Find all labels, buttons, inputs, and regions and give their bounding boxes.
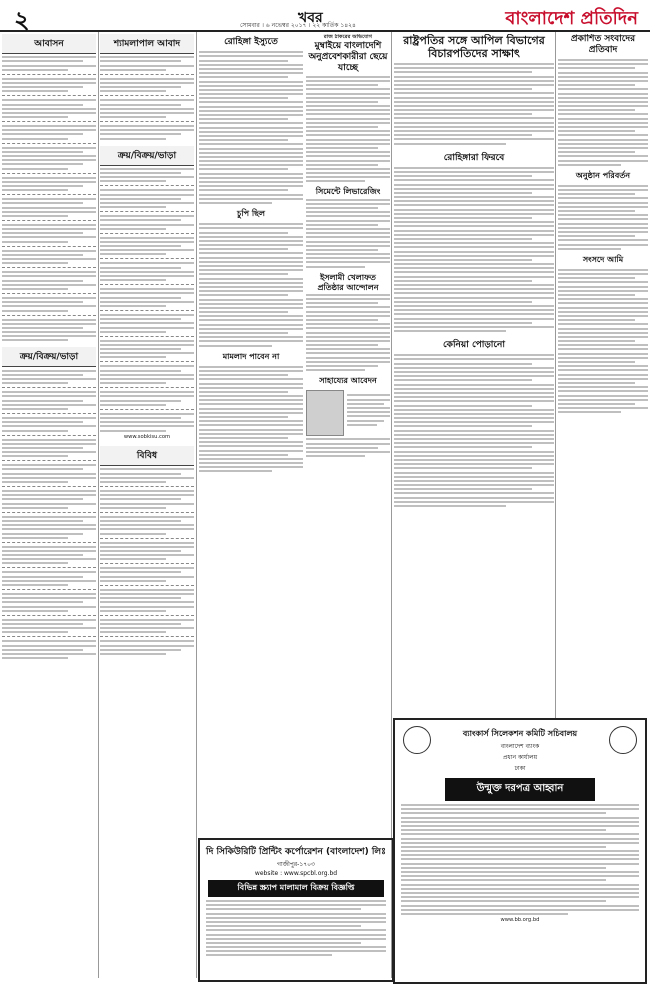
bangladesh-bank-logo xyxy=(403,726,431,754)
article-headline[interactable]: সাহায্যের আবেদন xyxy=(319,375,377,386)
classified-ads-block xyxy=(100,56,194,139)
column-divider xyxy=(196,32,197,978)
tender-advertisement xyxy=(393,718,647,984)
article-headline[interactable]: ইসলামী খেলাফত প্রতিষ্ঠার আন্দোলন xyxy=(317,271,379,292)
article-headline[interactable]: মামলাদ পাবেন না xyxy=(222,350,280,361)
dateline: সোমবার । ৬ নভেম্বর ২০১৭ । ২২ কার্তিক ১৪২৪ xyxy=(240,22,356,29)
classified-ads-block xyxy=(100,468,194,654)
article-body xyxy=(394,354,554,507)
article-body xyxy=(306,438,390,457)
classified-section-header: বিবিধ xyxy=(100,446,194,466)
tender-website-link[interactable]: www.bb.org.bd xyxy=(500,917,540,924)
classified-ads-block xyxy=(2,370,96,659)
article-headline[interactable]: প্রকাশিত সংবাদের প্রতিবাদ xyxy=(570,34,636,55)
classified-ads-block xyxy=(100,168,194,432)
notice-body xyxy=(206,900,386,956)
classified-section-header: ক্রয়/বিক্রয়/ভাড়া xyxy=(2,347,96,367)
emblem-seal xyxy=(609,726,637,754)
article-body xyxy=(306,294,390,371)
article-headline[interactable]: মুম্বাইয়ে বাংলাদেশি অনুপ্রবেশকারীরা ছেয়ে যাচ্ছে xyxy=(308,40,388,73)
classified-section-header: শ্যামলাপাল আবাদ xyxy=(100,34,194,54)
article-body xyxy=(558,269,648,413)
article-body xyxy=(558,185,648,250)
page-number: ২ xyxy=(14,5,30,34)
tender-organization: ব্যাংকার্স সিলেকশন কমিটি সচিবালয় xyxy=(462,729,578,738)
article-column-rohingya xyxy=(199,34,303,834)
tender-table xyxy=(401,804,639,915)
notice-website-link[interactable]: website : www.spcbl.org.bd xyxy=(254,870,338,877)
article-body xyxy=(199,366,303,473)
article-headline[interactable]: সিমেন্টে লিভারেজিং xyxy=(315,186,381,197)
newspaper-brand-logo[interactable]: বাংলাদেশ প্রতিদিন xyxy=(505,8,638,29)
section-title: খবর xyxy=(298,10,323,26)
scrap-sale-notice xyxy=(198,838,394,982)
article-body xyxy=(306,199,390,268)
appeal-block xyxy=(306,390,390,436)
article-body xyxy=(394,63,554,145)
article-body xyxy=(199,223,303,346)
article-headline[interactable]: চুপি ছিল xyxy=(237,207,265,218)
article-kicker: রাজ ঠাকরের অভিযোগ xyxy=(323,34,373,40)
tender-city: ঢাকা xyxy=(514,765,526,772)
article-column-president xyxy=(394,34,554,714)
notice-location: গাজীপুর-১৭০৩ xyxy=(277,861,315,868)
article-headline[interactable]: রাষ্ট্রপতির সঙ্গে আপিল বিভাগের বিচারপতিদের সাক্ষাৎ xyxy=(403,34,545,60)
notice-company: দি সিকিউরিটি প্রিন্টিং কর্পোরেশন (বাংলাদেশ) লিঃ xyxy=(206,847,386,857)
tender-office: প্রধান কার্যালয় xyxy=(502,754,538,761)
classified-section-header: আবাসন xyxy=(2,34,96,54)
classifieds-column-2 xyxy=(100,34,194,978)
notice-banner: বিভিন্ন স্ক্র্যাপ মালামাল বিক্রয় বিজ্ঞপ্তি xyxy=(208,880,384,897)
tender-banner: উন্মুক্ত দরপত্র আহ্বান xyxy=(445,778,595,801)
classified-ads-block xyxy=(2,56,96,341)
article-headline[interactable]: কেনিয়া পোড়ানো xyxy=(443,340,505,351)
classifieds-column-1 xyxy=(2,34,96,978)
article-column-mumbai xyxy=(306,34,390,834)
article-headline[interactable]: অনুষ্ঠান পরিবর্তন xyxy=(575,169,631,180)
article-body xyxy=(199,51,303,204)
classified-section-header: ক্রয়/বিক্রয়/ভাড়া xyxy=(100,146,194,166)
tender-bank: বাংলাদেশ ব্যাংক xyxy=(500,743,540,750)
article-headline[interactable]: রোহিঙ্গারা ফিরবে xyxy=(443,152,505,163)
appeal-photo xyxy=(306,390,344,436)
article-headline[interactable]: রোহিঙ্গা ইস্যুতে xyxy=(224,37,278,47)
article-body xyxy=(558,59,648,166)
article-column-right xyxy=(558,34,648,714)
masthead xyxy=(0,0,650,32)
article-body xyxy=(347,392,390,434)
classified-web-address[interactable]: www.sobkisu.com xyxy=(123,433,171,440)
article-body xyxy=(394,167,554,332)
column-divider xyxy=(98,32,99,978)
article-body xyxy=(306,76,390,183)
column-divider xyxy=(391,32,392,978)
article-headline[interactable]: সংসদে আমি xyxy=(582,253,624,264)
